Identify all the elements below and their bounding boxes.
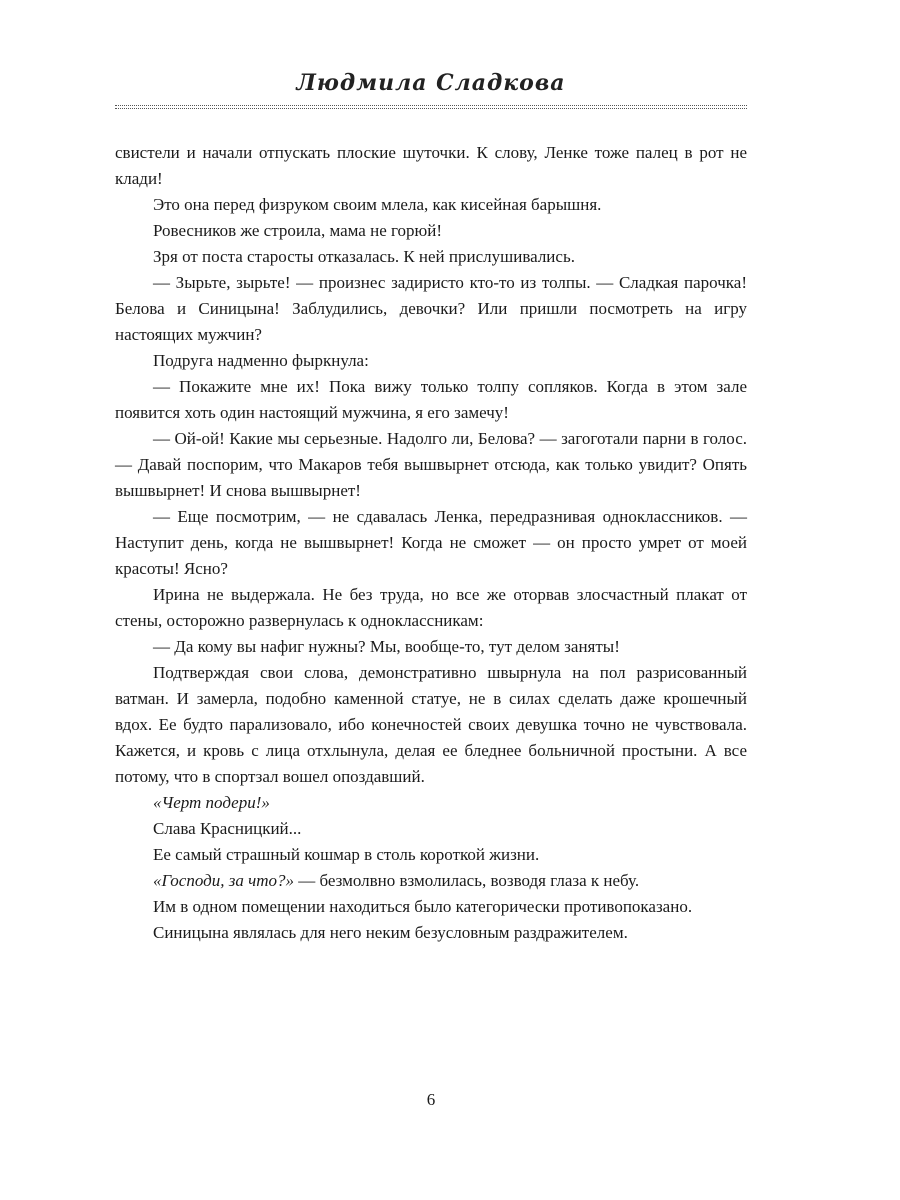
body-text: Зря от поста старосты отказалась. К ней прислушивались. <box>153 247 575 266</box>
paragraph <box>115 192 747 218</box>
body-text: Слава Красницкий... <box>153 819 302 838</box>
body-text: — Зырьте, зырьте! — произнес задиристо кто-то из толпы. — Сладкая парочка! Белова и Синицына! Заблудились, девочки? Или пришли посмотреть на игру настоящих мужчин? <box>115 273 747 344</box>
paragraph <box>115 582 747 634</box>
body-text: — Ой-ой! Какие мы серьезные. Надолго ли, Белова? — загоготали парни в голос. — Давай поспорим, что Макаров тебя вышвырнет отсюда, как только увидит? Опять вышвырнет! И снова вышвырнет! <box>115 429 747 500</box>
paragraph <box>115 140 747 192</box>
body-text: — безмолвно взмолилась, возводя глаза к небу. <box>293 871 640 890</box>
paragraph <box>115 348 747 374</box>
paragraph <box>115 816 747 842</box>
paragraph <box>115 920 747 946</box>
author-name: Людмила Сладкова <box>296 70 566 96</box>
paragraph <box>115 426 747 504</box>
paragraph <box>115 634 747 660</box>
body-text: Ровесников же строила, мама не горюй! <box>153 221 442 240</box>
paragraph <box>115 868 747 894</box>
paragraph <box>115 790 747 816</box>
body-text: — Да кому вы нафиг нужны? Мы, вообще-то, тут делом заняты! <box>153 637 620 656</box>
body-text: Ирина не выдержала. Не без труда, но все же оторвав злосчастный плакат от стены, осторожно развернулась к одноклассникам: <box>115 585 747 630</box>
body-text: — Покажите мне их! Пока вижу только толпу сопляков. Когда в этом зале появится хоть один настоящий мужчина, я его замечу! <box>115 377 747 422</box>
running-header <box>115 70 747 109</box>
page-body <box>115 140 747 946</box>
body-text: — Еще посмотрим, — не сдавалась Ленка, передразнивая одноклассников. — Наступит день, когда не вышвырнет! Когда не сможет — он просто умрет от моей красоты! Ясно? <box>115 507 747 578</box>
body-text: Ее самый страшный кошмар в столь короткой жизни. <box>153 845 540 864</box>
body-text: свистели и начали отпускать плоские шуточки. К слову, Ленке тоже палец в рот не клади! <box>115 143 747 188</box>
paragraph <box>115 660 747 790</box>
body-text: Им в одном помещении находиться было категорически противопоказано. <box>153 897 693 916</box>
paragraph <box>115 842 747 868</box>
paragraph <box>115 218 747 244</box>
body-text: Подруга надменно фыркнула: <box>153 351 369 370</box>
header-divider <box>115 105 747 109</box>
body-text: Подтверждая свои слова, демонстративно швырнула на пол разрисованный ватман. И замерла, подобно каменной статуе, не в силах сделать даже крошечный вдох. Ее будто парализовало, ибо конечностей своих девушка точно не чувствовала. Кажется, и кровь с лица отхлынула, делая ее бледнее больничной простыни. А все потому, что в спортзал вошел опоздавший. <box>115 663 747 786</box>
paragraph <box>115 374 747 426</box>
body-text: Это она перед физруком своим млела, как кисейная барышня. <box>153 195 602 214</box>
body-text: Синицына являлась для него неким безусловным раздражителем. <box>153 923 628 942</box>
italic-text: «Господи, за что?» <box>153 871 294 890</box>
italic-text: «Черт подери!» <box>153 793 270 812</box>
paragraph <box>115 504 747 582</box>
paragraph <box>115 894 747 920</box>
paragraph <box>115 270 747 348</box>
page-number: 6 <box>426 1090 436 1109</box>
paragraph <box>115 244 747 270</box>
